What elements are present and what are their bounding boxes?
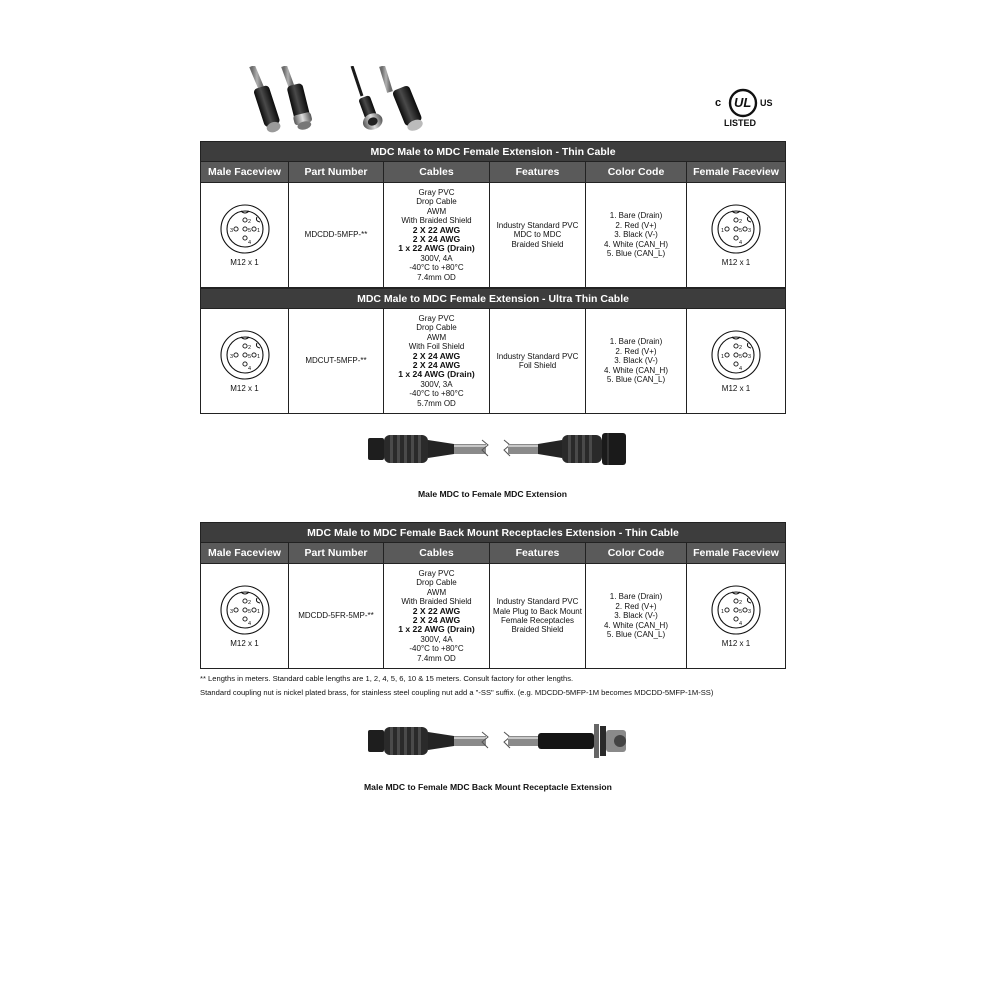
male-faceview-diagram <box>201 329 288 393</box>
ul-us-mark: US <box>760 98 773 108</box>
cell-line: 2 X 24 AWG <box>412 615 461 625</box>
male-connector-face-icon <box>219 203 271 255</box>
cell-line: With Braided Shield <box>401 216 472 226</box>
header-male-faceview: Male Faceview <box>201 543 289 564</box>
cell-line: 5.7mm OD <box>417 398 456 408</box>
pin-label: 5 <box>739 353 743 360</box>
cell-line: AWM <box>426 206 447 216</box>
cell-line: 3. Black (V-) <box>614 356 658 366</box>
cell-line: 7.4mm OD <box>417 653 456 663</box>
cell-line: -40°C to +80°C <box>409 263 464 273</box>
pin-label: 3 <box>748 227 752 234</box>
cell-line: 4. White (CAN_H) <box>603 620 668 630</box>
male-faceview-diagram <box>201 584 288 648</box>
cell-line: AWM <box>426 332 447 342</box>
extension-caption: Male MDC to Female MDC Extension <box>418 489 567 499</box>
cell-line: 1 x 24 AWG (Drain) <box>398 369 475 380</box>
header-part-number: Part Number <box>289 162 384 183</box>
cell-line: Drop Cable <box>416 578 457 588</box>
cell-line: AWM <box>426 587 447 597</box>
header-cables: Cables <box>384 543 490 564</box>
cell-line: Industry Standard PVC <box>496 220 579 230</box>
cell-line: Industry Standard PVC <box>496 351 579 361</box>
cell-line: Braided Shield <box>511 239 564 249</box>
female-faceview-cell <box>687 183 786 288</box>
cell-line: With Foil Shield <box>408 342 465 352</box>
pin-label: 5 <box>739 608 743 615</box>
pin-label: 3 <box>748 608 752 615</box>
thread-size-label: M12 x 1 <box>721 638 751 648</box>
header-female-faceview: Female Faceview <box>687 543 786 564</box>
header-female-faceview: Female Faceview <box>687 162 786 183</box>
pin-label: 1 <box>721 227 725 234</box>
cell-line: 4. White (CAN_H) <box>603 239 668 249</box>
cell-line: 2 X 22 AWG <box>412 224 461 235</box>
pin-label: 2 <box>739 344 743 351</box>
cell-line: 300V, 4A <box>420 253 453 263</box>
pin-label: 4 <box>739 365 743 372</box>
cell-line: Drop Cable <box>416 197 457 207</box>
pin-label: 5 <box>247 608 251 615</box>
color-code-cell <box>586 183 687 288</box>
cell-line: 300V, 3A <box>420 379 453 389</box>
pin-label: 4 <box>739 239 743 246</box>
cables-cell <box>384 183 490 288</box>
pin-label: 1 <box>256 353 260 360</box>
female-faceview-diagram <box>687 584 785 648</box>
cell-line: 1. Bare (Drain) <box>609 592 663 602</box>
part-number-cell: MDCUT-5MFP-** <box>289 309 384 414</box>
spec-table-back-mount <box>200 522 786 669</box>
cell-line: 2. Red (V+) <box>615 601 657 611</box>
pin-label: 3 <box>229 353 233 360</box>
cell-line: 1 x 22 AWG (Drain) <box>398 243 475 254</box>
cell-line: With Braided Shield <box>401 597 472 607</box>
header-features: Features <box>490 162 586 183</box>
cell-line: 3. Black (V-) <box>614 611 658 621</box>
thread-size-label: M12 x 1 <box>230 257 259 267</box>
ul-listed-mark <box>712 83 778 131</box>
table-title: MDC Male to MDC Female Extension - Ultra Thin Cable <box>201 289 786 309</box>
cell-line: 2. Red (V+) <box>615 346 657 356</box>
cell-line: 2 X 24 AWG <box>412 234 461 244</box>
cell-line: 5. Blue (CAN_L) <box>606 249 666 259</box>
female-faceview-cell <box>687 564 786 669</box>
male-faceview-cell <box>201 309 289 414</box>
cell-line: Foil Shield <box>518 361 557 370</box>
cell-line: 3. Black (V-) <box>614 230 658 240</box>
part-number-cell: MDCDD-5FR-5MP-** <box>289 564 384 669</box>
cell-line: -40°C to +80°C <box>409 644 464 654</box>
pin-label: 3 <box>229 608 233 615</box>
color-code-cell <box>586 564 687 669</box>
cell-line: MDC to MDC <box>513 230 562 240</box>
pin-label: 1 <box>721 353 725 360</box>
thread-size-label: M12 x 1 <box>230 383 259 393</box>
male-connector-face-icon <box>219 584 271 636</box>
pin-label: 4 <box>247 620 251 627</box>
cell-line: 4. White (CAN_H) <box>603 365 668 375</box>
thread-size-label: M12 x 1 <box>721 383 751 393</box>
cell-line: 5. Blue (CAN_L) <box>606 375 666 385</box>
pin-label: 2 <box>247 344 251 351</box>
male-faceview-cell <box>201 564 289 669</box>
cables-cell <box>384 564 490 669</box>
header-male-faceview: Male Faceview <box>201 162 289 183</box>
cell-line: Drop Cable <box>416 323 457 333</box>
product-photo <box>240 66 440 140</box>
pin-label: 4 <box>739 620 743 627</box>
female-faceview-diagram <box>687 203 785 267</box>
ul-logo-text: UL <box>734 95 752 110</box>
pin-label: 5 <box>247 227 251 234</box>
cell-line: 1. Bare (Drain) <box>609 211 663 221</box>
pin-label: 2 <box>739 599 743 606</box>
male-faceview-diagram <box>201 203 288 267</box>
cell-line: Braided Shield <box>511 625 564 635</box>
table-title: MDC Male to MDC Female Extension - Thin Cable <box>201 142 786 162</box>
female-connector-face-icon <box>710 203 762 255</box>
female-faceview-diagram <box>687 329 785 393</box>
cell-line: 2 X 22 AWG <box>412 605 461 616</box>
pin-label: 2 <box>247 599 251 606</box>
features-cell <box>490 309 586 414</box>
cell-line: Gray PVC <box>418 313 455 323</box>
female-faceview-cell <box>687 309 786 414</box>
female-connector-face-icon <box>710 329 762 381</box>
cell-line: 2. Red (V+) <box>615 220 657 230</box>
color-code-cell <box>586 309 687 414</box>
thread-size-label: M12 x 1 <box>230 638 259 648</box>
header-color-code: Color Code <box>586 162 687 183</box>
table-title: MDC Male to MDC Female Back Mount Receptacles Extension - Thin Cable <box>201 523 786 543</box>
cell-line: 7.4mm OD <box>417 272 456 282</box>
pin-label: 1 <box>721 608 725 615</box>
pin-label: 4 <box>247 239 251 246</box>
extension-drawing <box>364 430 634 470</box>
cell-line: Male Plug to Back Mount <box>493 606 582 616</box>
pin-label: 3 <box>229 227 233 234</box>
back-mount-drawing <box>364 722 634 762</box>
cell-line: 1. Bare (Drain) <box>609 337 663 347</box>
male-connector-face-icon <box>219 329 271 381</box>
cell-line: -40°C to +80°C <box>409 389 464 399</box>
pin-label: 3 <box>748 353 752 360</box>
ul-listed-label: LISTED <box>724 118 757 128</box>
features-cell <box>490 183 586 288</box>
cell-line: Gray PVC <box>418 187 455 197</box>
female-connector-face-icon <box>710 584 762 636</box>
cell-line: 300V, 4A <box>420 634 453 644</box>
part-number-cell: MDCDD-5MFP-** <box>289 183 384 288</box>
header-color-code: Color Code <box>586 543 687 564</box>
lengths-note: ** Lengths in meters. Standard cable lengths are 1, 2, 4, 5, 6, 10 & 15 meters. Consult factory for other lengths. <box>200 674 574 683</box>
cell-line: 5. Blue (CAN_L) <box>606 630 666 640</box>
pin-label: 4 <box>247 365 251 372</box>
male-faceview-cell <box>201 183 289 288</box>
features-cell <box>490 564 586 669</box>
cell-line: Female Receptacles <box>501 616 574 625</box>
ul-c-mark: c <box>715 97 722 109</box>
pin-label: 1 <box>256 227 260 234</box>
pin-label: 5 <box>247 353 251 360</box>
coupling-nut-note: Standard coupling nut is nickel plated brass, for stainless steel coupling nut add a "-SS" suffix. (e.g. MDCDD-5MFP-1M becomes MDCDD-5MFP-1M-SS) <box>200 688 714 697</box>
pin-label: 1 <box>256 608 260 615</box>
spec-table-thin-cable <box>200 141 786 288</box>
back-mount-caption: Male MDC to Female MDC Back Mount Receptacle Extension <box>364 782 612 792</box>
cell-line: Gray PVC <box>418 568 455 578</box>
pin-label: 2 <box>247 218 251 225</box>
cell-line: 1 x 22 AWG (Drain) <box>398 624 475 635</box>
header-cables: Cables <box>384 162 490 183</box>
header-features: Features <box>490 543 586 564</box>
cell-line: 2 X 24 AWG <box>412 350 461 361</box>
cell-line: 2 X 24 AWG <box>412 360 461 370</box>
cell-line: Industry Standard PVC <box>496 597 579 607</box>
thread-size-label: M12 x 1 <box>721 257 751 267</box>
cables-cell <box>384 309 490 414</box>
header-part-number: Part Number <box>289 543 384 564</box>
pin-label: 5 <box>739 227 743 234</box>
pin-label: 2 <box>739 218 743 225</box>
spec-table-ultra-thin-cable <box>200 288 786 414</box>
